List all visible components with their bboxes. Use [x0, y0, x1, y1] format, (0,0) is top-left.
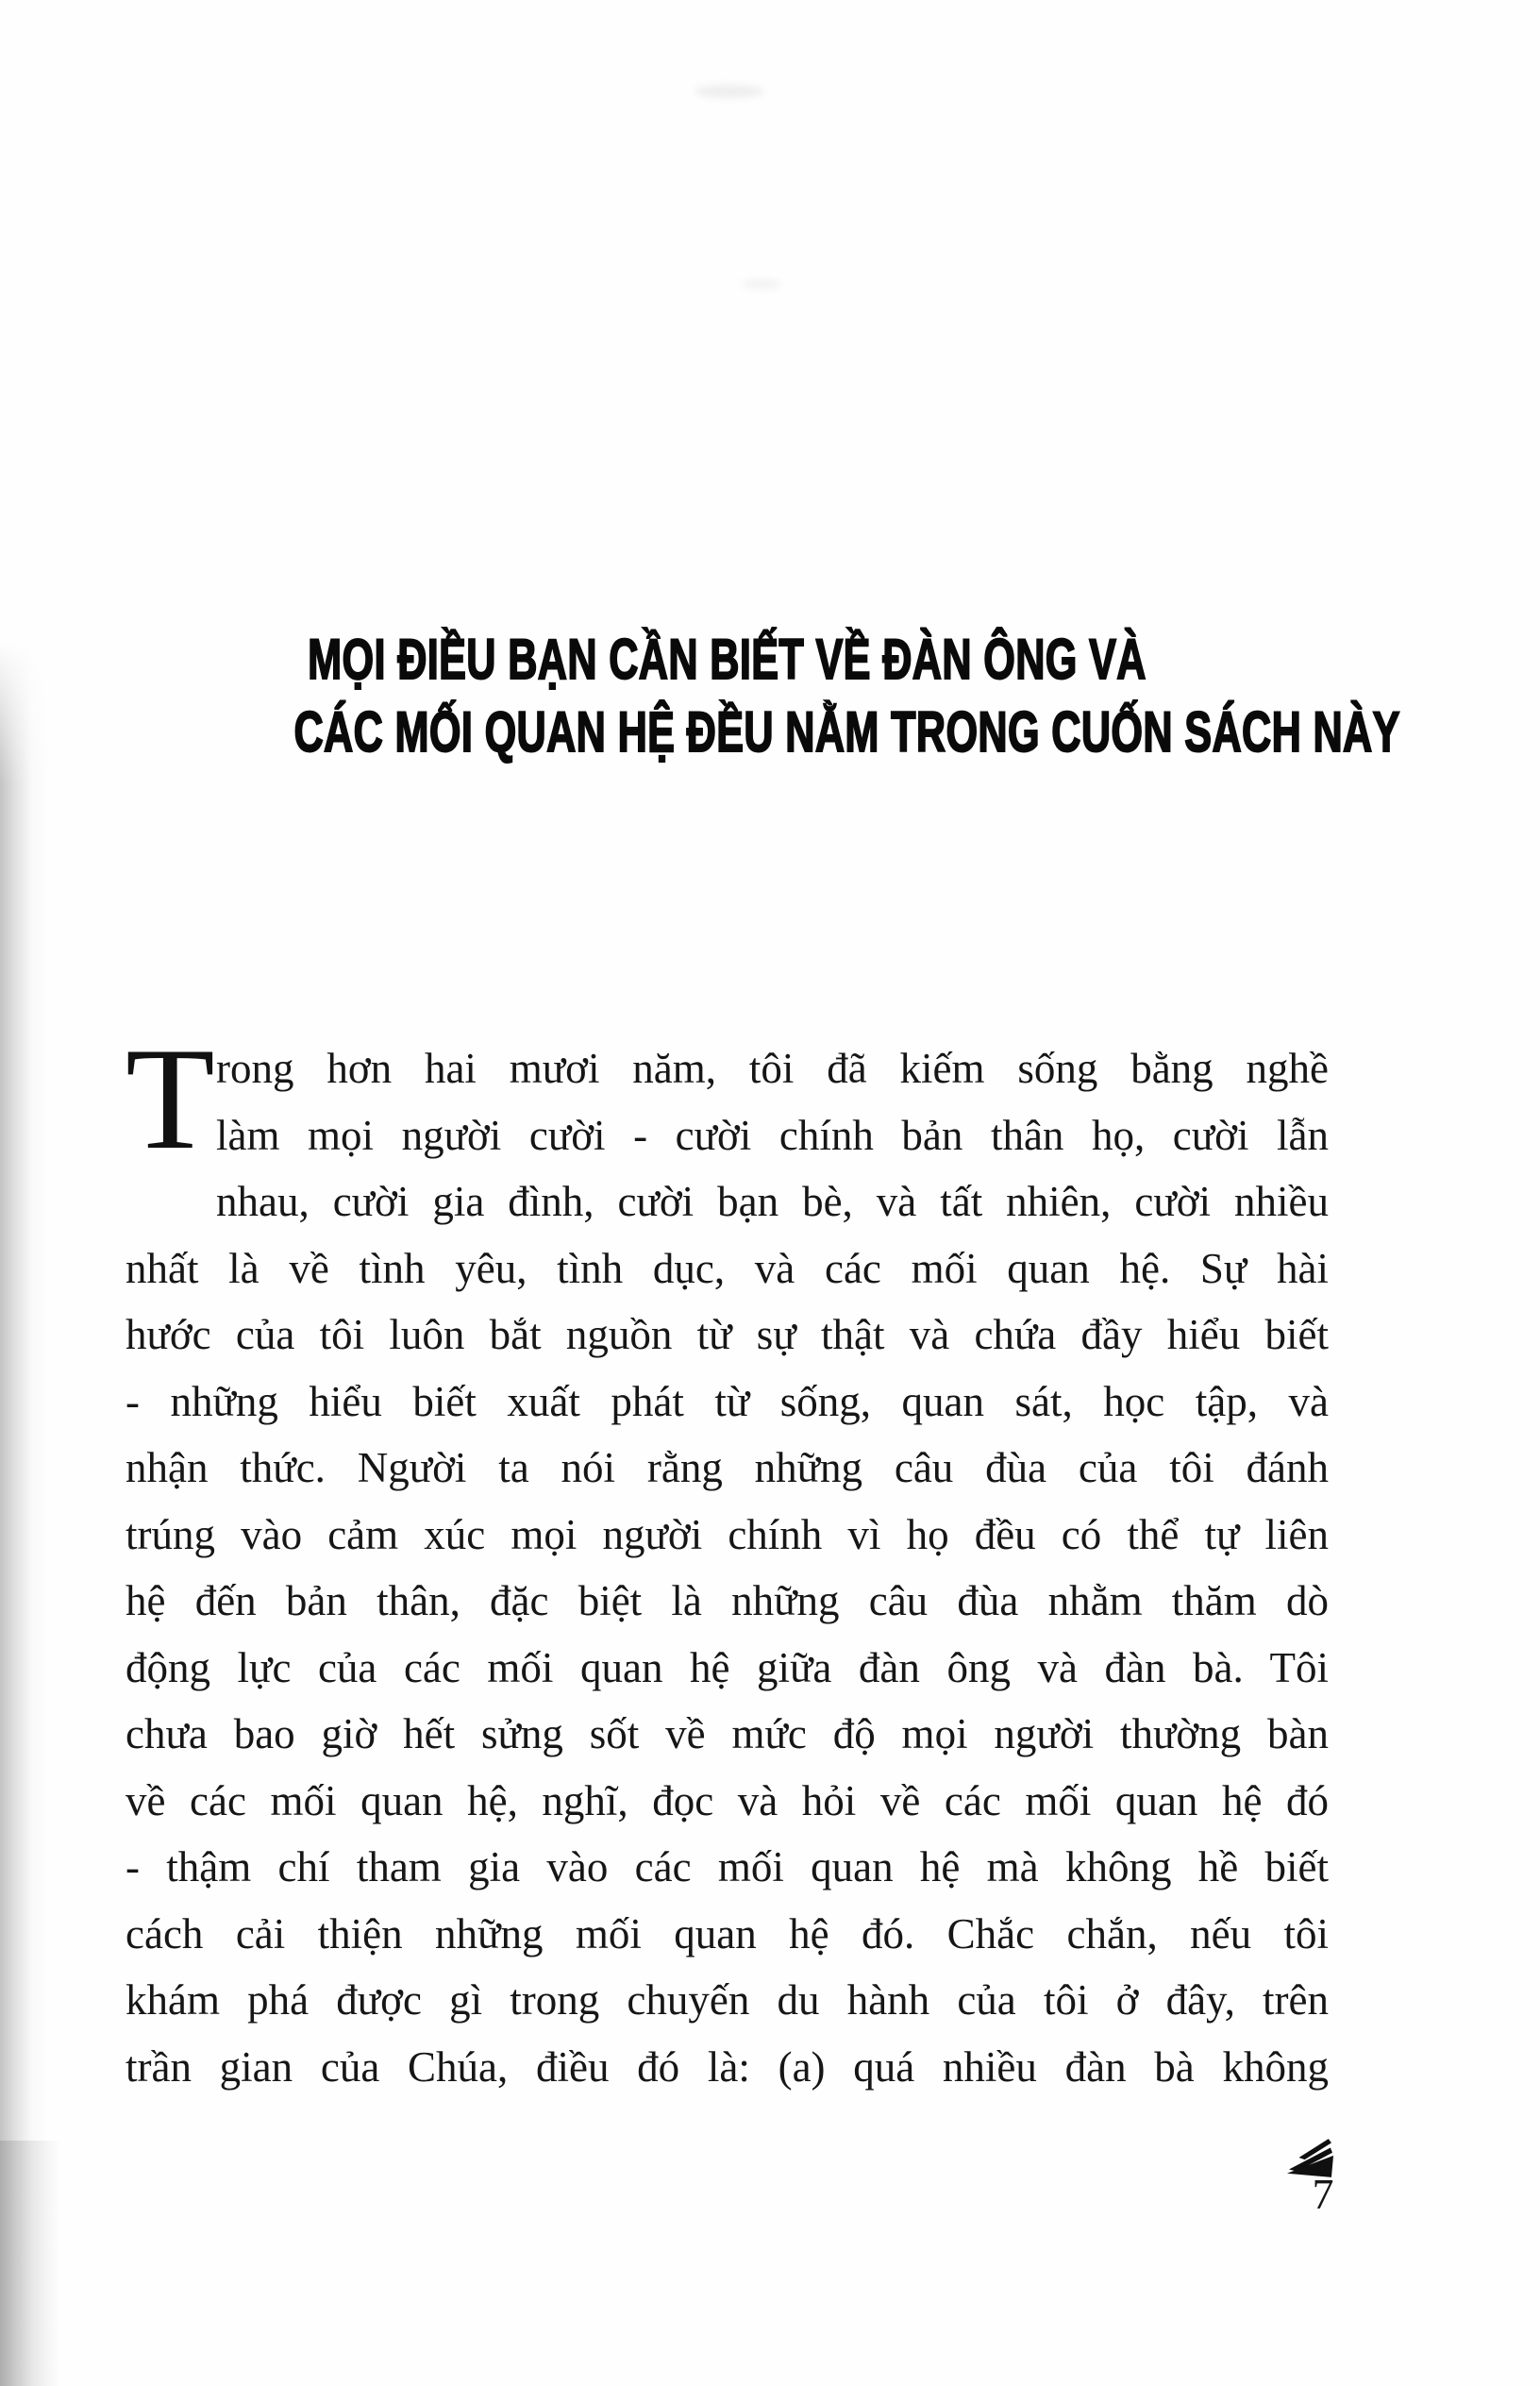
body-text-line: động lực của các mối quan hệ giữa đàn ông và đàn bà. Tôi — [126, 1643, 1329, 1691]
scan-artifact — [742, 279, 781, 289]
body-text-line: - thậm chí tham gia vào các mối quan hệ mà không hề biết — [126, 1843, 1329, 1890]
chapter-title-line2: CÁC MỐI QUAN HỆ ĐỀU NẰM TRONG CUỐN SÁCH NÀY — [293, 700, 1400, 764]
body-text-line: cách cải thiện những mối quan hệ đó. Chắc chắn, nếu tôi — [126, 1909, 1329, 1958]
body-text-line: - những hiểu biết xuất phát từ sống, quan sát, học tập, và — [126, 1377, 1329, 1425]
body-text-line: nhận thức. Người ta nói rằng những câu đùa của tôi đánh — [126, 1444, 1329, 1491]
body-text-line: hệ đến bản thân, đặc biệt là những câu đùa nhằm thăm dò — [126, 1577, 1329, 1624]
page-edge-shadow — [0, 642, 49, 2386]
body-text-line: làm mọi người cười - cười chính bản thân họ, cười lẫn — [216, 1111, 1329, 1159]
body-text-line: hước của tôi luôn bắt nguồn từ sự thật và chứa đầy hiểu biết — [126, 1311, 1329, 1358]
chapter-title-line1: MỌI ĐIỀU BẠN CẦN BIẾT VỀ ĐÀN ÔNG VÀ — [308, 628, 1147, 691]
drop-cap: T — [126, 1017, 215, 1180]
body-paragraph — [126, 1017, 1329, 2100]
body-text-line: nhau, cười gia đình, cười bạn bè, và tất nhiên, cười nhiều — [216, 1178, 1329, 1225]
body-text-line: chưa bao giờ hết sửng sốt về mức độ mọi người thường bàn — [126, 1710, 1329, 1757]
body-text-line: trúng vào cảm xúc mọi người chính vì họ đều có thể tự liên — [126, 1510, 1329, 1558]
body-text-line: trần gian của Chúa, điều đó là: (a) quá nhiều đàn bà không — [126, 2042, 1329, 2091]
chapter-title — [126, 623, 1400, 768]
page-number: 7 — [1312, 2170, 1334, 2218]
body-text-line: khám phá được gì trong chuyến du hành của tôi ở đây, trên — [126, 1976, 1329, 2024]
body-text-line: nhất là về tình yêu, tình dục, và các mối quan hệ. Sự hài — [126, 1244, 1329, 1292]
body-text-line: rong hơn hai mươi năm, tôi đã kiếm sống bằng nghề — [216, 1045, 1329, 1092]
body-text-line: về các mối quan hệ, nghĩ, đọc và hỏi về các mối quan hệ đó — [126, 1776, 1329, 1824]
scan-artifact — [695, 85, 764, 98]
